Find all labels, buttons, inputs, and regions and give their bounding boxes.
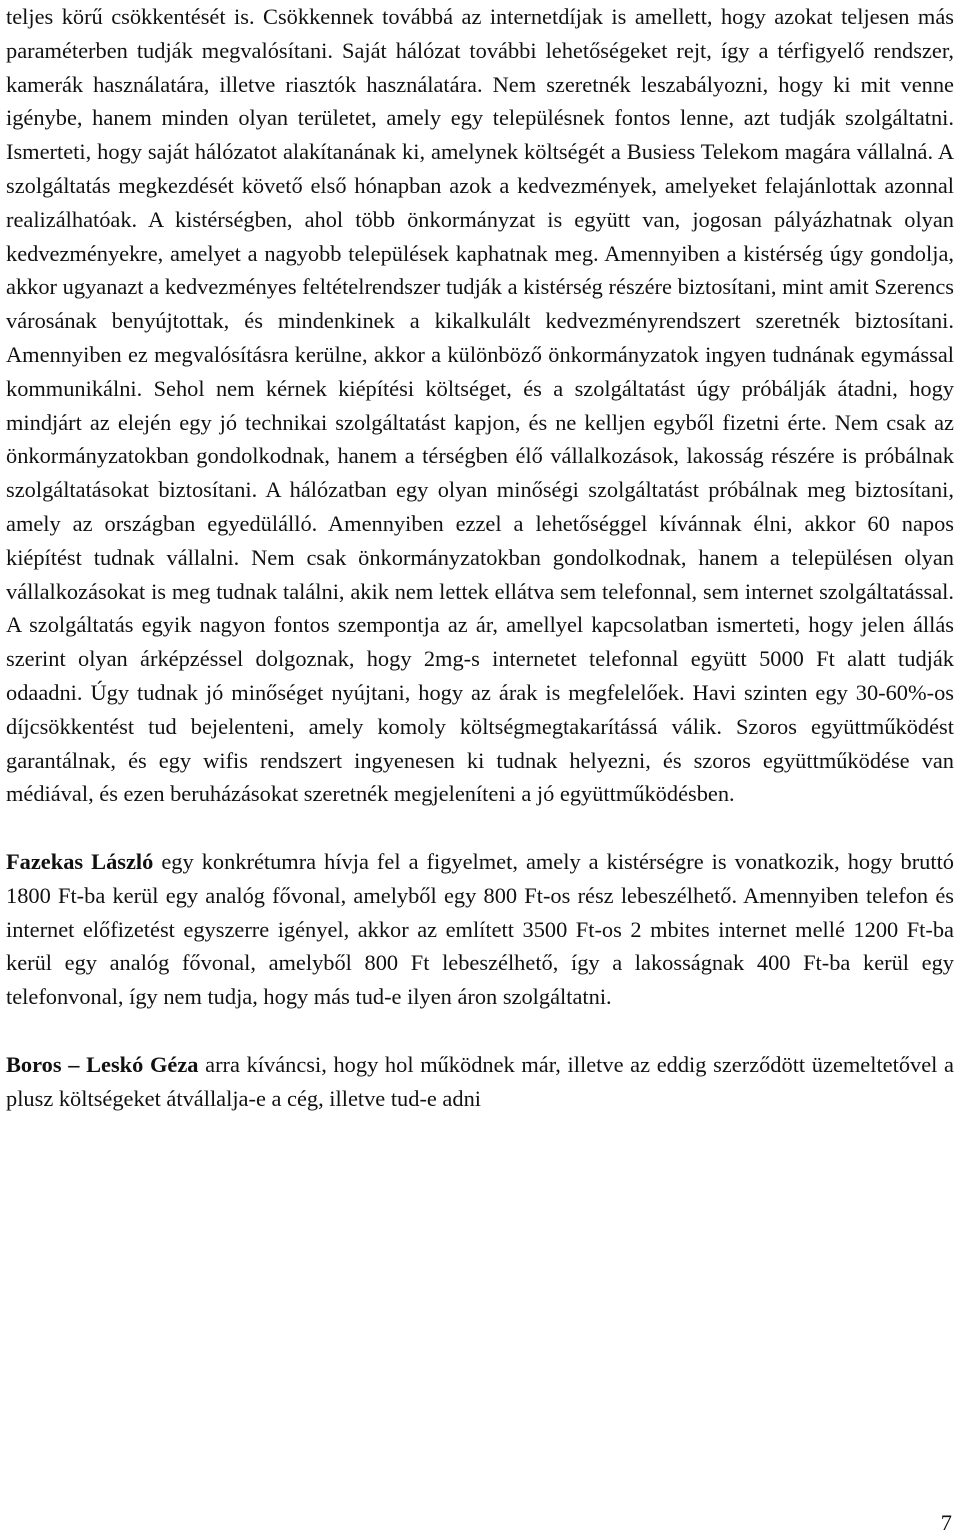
paragraph-3	[6, 1048, 954, 1116]
paragraph-1-text: teljes körű csökkentését is. Csökkennek továbbá az internetdíjak is amellett, hogy azokat teljesen más paraméterben tudják megvalósítani. Saját hálózat további lehetőségeket rejt, így a térfigyelő rendszer, kamerák használatára, illetve riasztók használatára. Nem szeretnék leszabályozni, hogy ki mit venne igénybe, hanem minden olyan területet, amely egy településnek fontos lenne, azt tudják szolgáltatni. Ismerteti, hogy saját hálózatot alakítanának ki, amelynek költségét a Busiess Telekom magára vállalná. A szolgáltatás megkezdését követő első hónapban azok a kedvezmények, amelyeket felajánlottak azonnal realizálhatóak. A kistérségben, ahol több önkormányzat is együtt van, jogosan pályázhatnak olyan kedvezményekre, amelyet a nagyobb települések kaphatnak meg. Amennyiben a kistérség úgy gondolja, akkor ugyanazt a kedvezményes feltételrendszer tudják a kistérség részére biztosítani, mint amit Szerencs városának benyújtottak, és mindenkinek a kikalkulált kedvezményrendszert szeretnék biztosítani. Amennyiben ez megvalósításra kerülne, akkor a különböző önkormányzatok ingyen tudnának egymással kommunikálni. Sehol nem kérnek kiépítési költséget, és a szolgáltatást úgy próbálják átadni, hogy mindjárt az elején egy jó technikai szolgáltatást kapjon, és ne kelljen egyből fizetni érte. Nem csak az önkormányzatokban gondolkodnak, hanem a térségben élő vállalkozások, lakosság részére is próbálnak szolgáltatásokat biztosítani. A hálózatban egy olyan minőségi szolgáltatást próbálnak meg biztosítani, amely az országban egyedülálló. Amennyiben ezzel a lehetőséggel kívánnak élni, akkor 60 napos kiépítést tudnak vállalni. Nem csak önkormányzatokban gondolkodnak, hanem a településen olyan vállalkozásokat is meg tudnak találni, akik nem lettek ellátva sem telefonnal, sem internet szolgáltatással. A szolgáltatás egyik nagyon fontos szempontja az ár, amellyel kapcsolatban ismerteti, hogy jelen állás szerint olyan árképzéssel dolgoznak, hogy 2mg-s internetet telefonnal együtt 5000 Ft alatt tudják odaadni. Úgy tudnak jó minőséget nyújtani, hogy az árak is megfelelőek. Havi szinten egy 30-60%-os díjcsökkentést tud bejelenteni, amely komoly költségmegtakarítássá válik. Szoros együttműködést garantálnak, és egy wifis rendszert ingyenesen ki tudnak helyezni, és szoros együttműködése van médiával, és ezen beruházásokat szeretnék megjeleníteni a jó együttműködésben.	[6, 4, 954, 807]
speaker-name: Boros – Leskó Géza	[6, 1051, 199, 1077]
paragraph-2	[6, 845, 954, 1014]
paragraph-2-text: egy konkrétumra hívja fel a figyelmet, amely a kistérségre is vonatkozik, hogy bruttó 1800 Ft-ba kerül egy analóg fővonal, amelyből egy 800 Ft-os rész lebeszélhető. Amennyiben telefon és internet előfizetést egyszerre igényel, akkor az említett 3500 Ft-os 2 mbites internet mellé 1200 Ft-ba kerül egy analóg fővonal, amelyből 800 Ft lebeszélhető, így a lakosságnak 400 Ft-ba kerül egy telefonvonal, így nem tudja, hogy más tud-e ilyen áron szolgáltatni.	[6, 848, 954, 1010]
document-page	[6, 0, 954, 1115]
paragraph-3-text: arra kíváncsi, hogy hol működnek már, illetve az eddig szerződött üzemeltetővel a plusz költségeket átvállalja-e a cég, illetve tud-e adni	[6, 1051, 954, 1111]
speaker-name: Fazekas László	[6, 848, 154, 874]
page-number: 7	[940, 1510, 952, 1535]
paragraph-1	[6, 0, 954, 811]
